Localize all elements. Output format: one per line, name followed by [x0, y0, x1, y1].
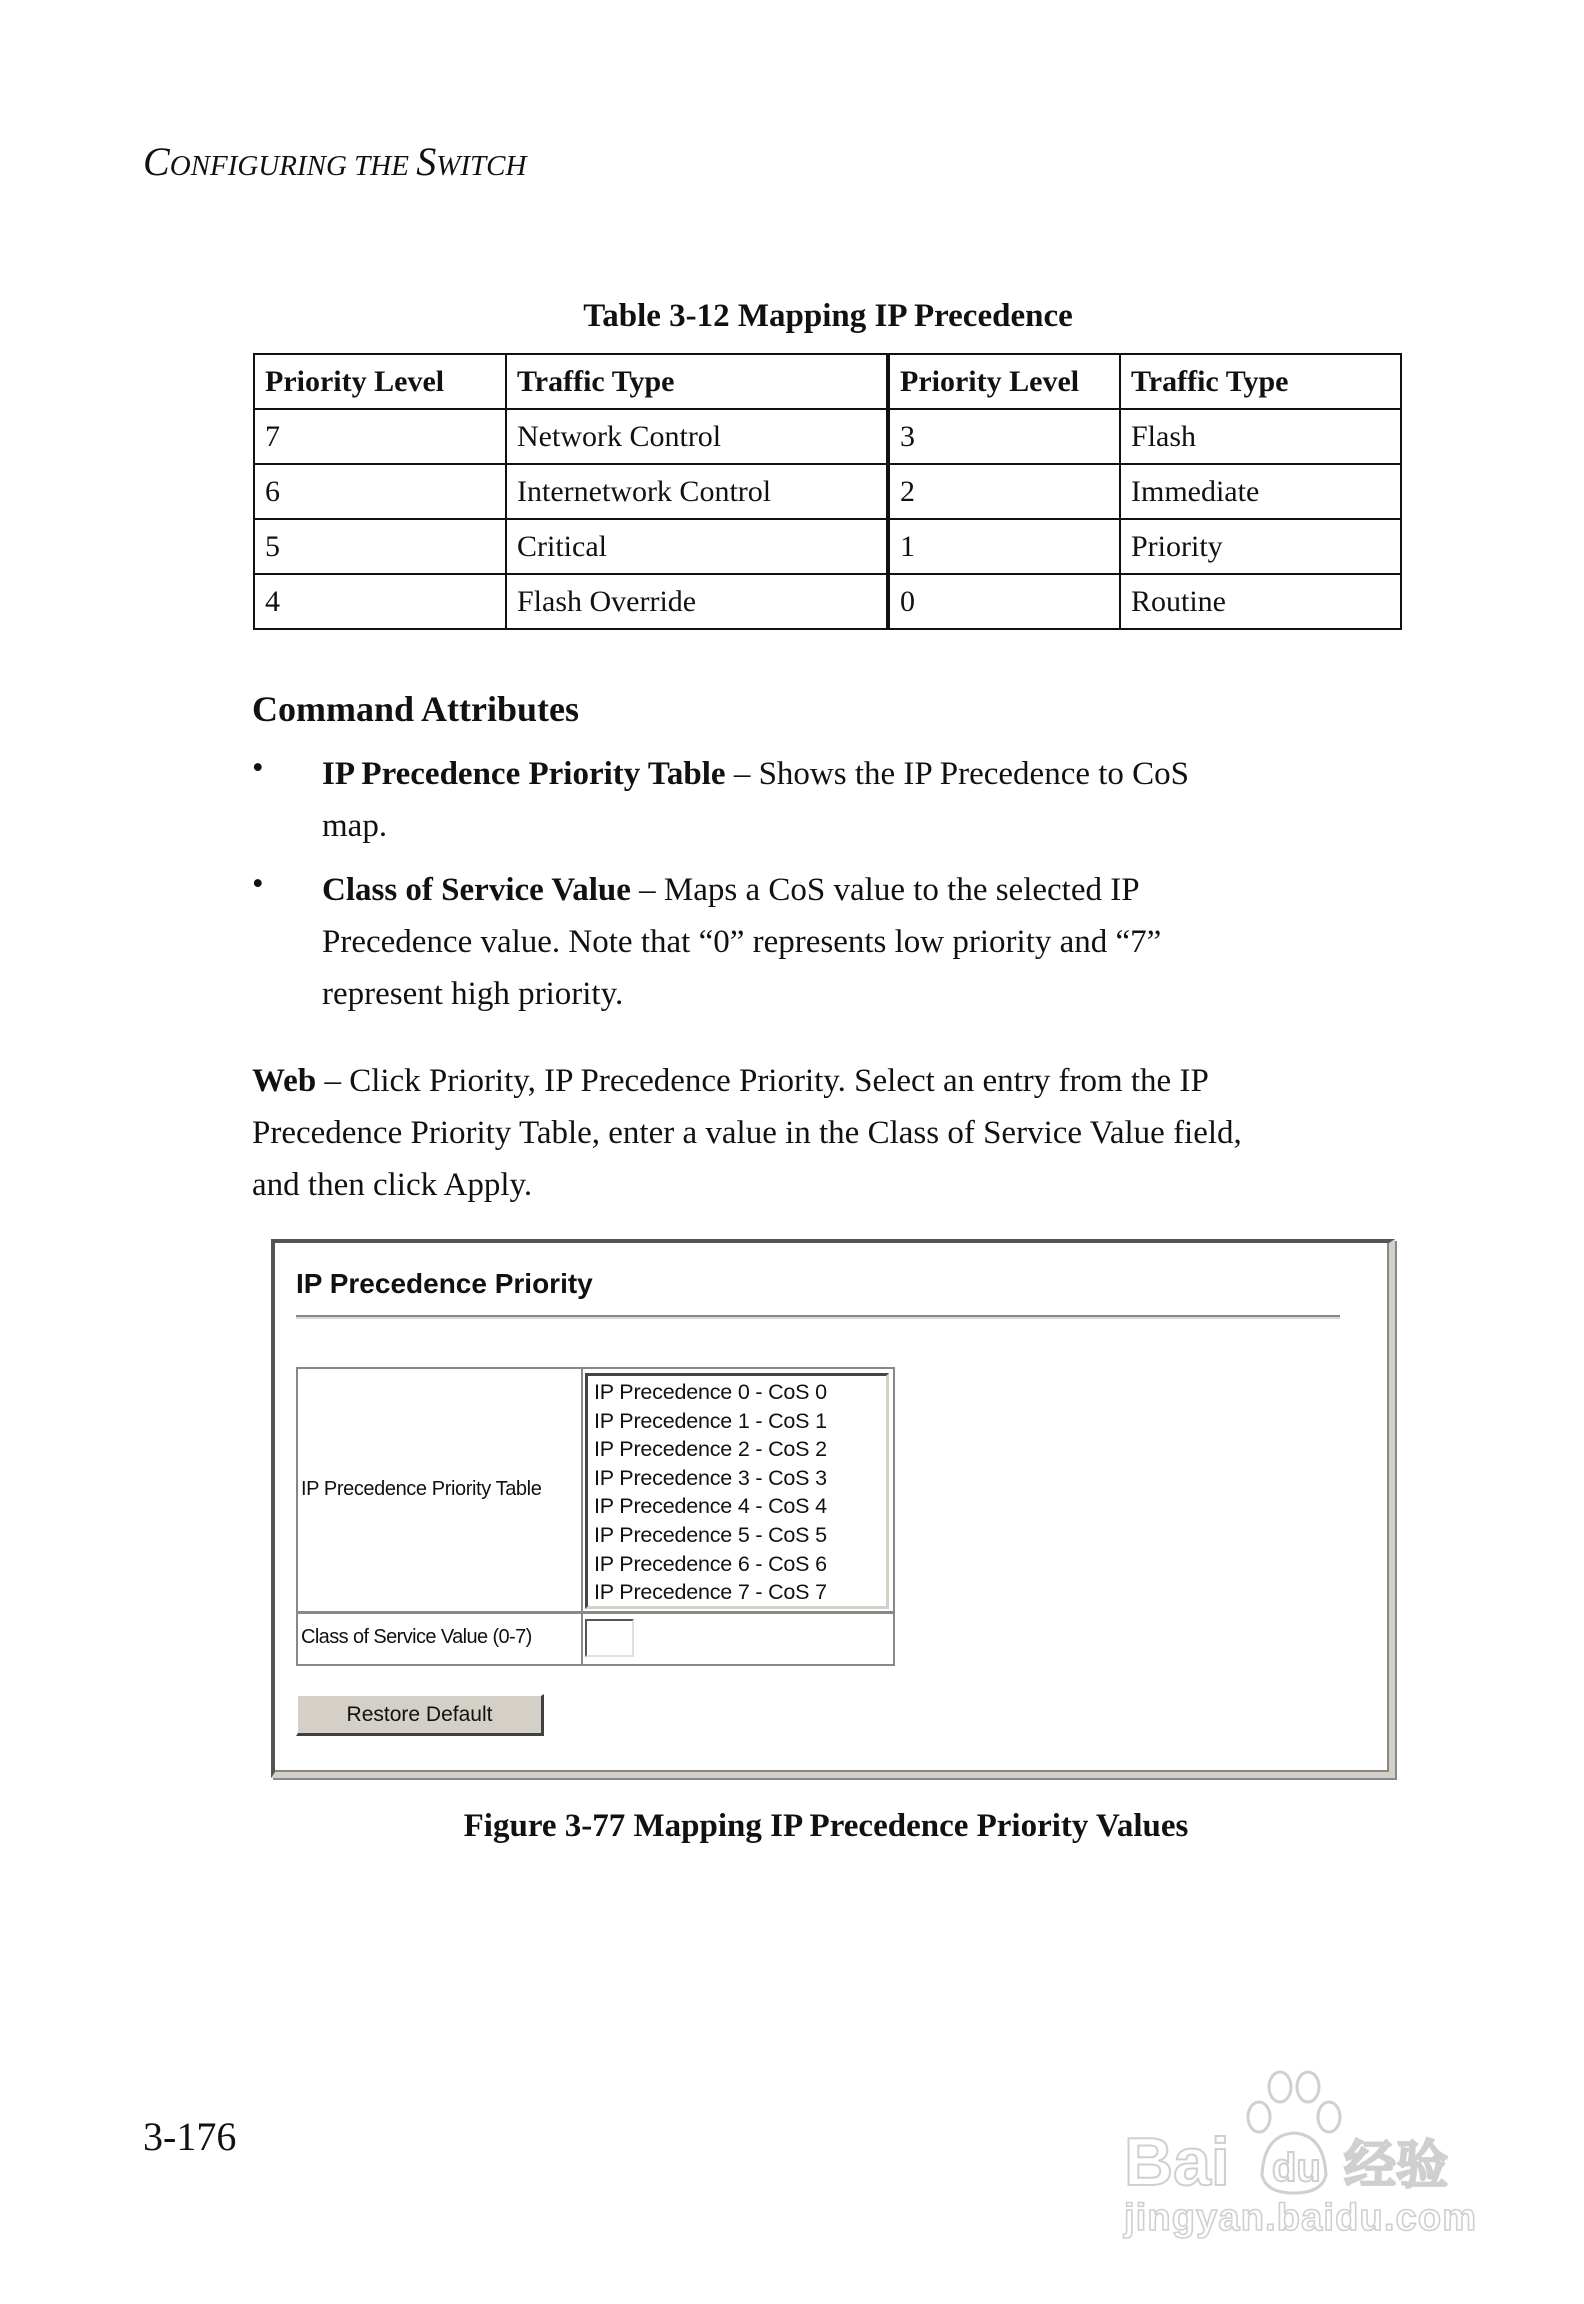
attribute-sep: – — [725, 756, 759, 792]
listbox-option[interactable]: IP Precedence 4 - CoS 4 — [594, 1494, 827, 1519]
table-row — [254, 464, 1401, 519]
table-row — [254, 574, 1401, 629]
web-text: and then click Apply. — [252, 1167, 533, 1203]
attribute-desc: represent high priority. — [322, 976, 624, 1012]
table-cell: Internetwork Control — [506, 464, 888, 519]
header-traffic-type: Traffic Type — [506, 354, 888, 409]
bullet-icon: • — [252, 866, 264, 902]
attribute-item-ip-precedence-table — [322, 748, 1402, 852]
ui-divider — [296, 1315, 1340, 1319]
attribute-sep: – — [630, 872, 664, 908]
header-priority-level-2: Priority Level — [888, 354, 1120, 409]
watermark-brand-du: du — [1272, 2146, 1321, 2190]
table-cell: Priority — [1120, 519, 1401, 574]
listbox-option[interactable]: IP Precedence 6 - CoS 6 — [594, 1551, 827, 1576]
ui-table-divider — [581, 1369, 583, 1664]
ui-page-title: IP Precedence Priority — [296, 1268, 593, 1299]
listbox-option[interactable]: IP Precedence 3 - CoS 3 — [594, 1465, 827, 1490]
listbox-option[interactable]: IP Precedence 2 - CoS 2 — [594, 1437, 827, 1462]
header-text-2: WITCH — [436, 150, 527, 182]
listbox-option[interactable]: IP Precedence 7 - CoS 7 — [594, 1580, 827, 1605]
command-attributes-heading: Command Attributes — [252, 689, 580, 729]
restore-default-button[interactable]: Restore Default — [296, 1694, 544, 1736]
header-priority-level: Priority Level — [254, 354, 506, 409]
attribute-desc: Shows the IP Precedence to CoS — [758, 756, 1190, 792]
web-label: Web — [252, 1063, 317, 1099]
running-header — [143, 138, 526, 185]
header-initial-c: C — [143, 139, 170, 184]
watermark-brand: Bai — [1124, 2124, 1230, 2200]
table-row — [254, 409, 1401, 464]
header-initial-s: S — [416, 139, 437, 184]
bullet-icon: • — [252, 750, 264, 786]
table-cell: 1 — [888, 519, 1120, 574]
listbox-option[interactable]: IP Precedence 1 - CoS 1 — [594, 1408, 827, 1433]
table-cell: 3 — [888, 409, 1120, 464]
cos-value-input[interactable] — [585, 1619, 634, 1657]
watermark-url: jingyan.baidu.com — [1124, 2197, 1476, 2239]
cos-value-label: Class of Service Value (0-7) — [301, 1626, 532, 1648]
web-instructions — [252, 1055, 1412, 1211]
listbox-option[interactable]: IP Precedence 5 - CoS 5 — [594, 1522, 827, 1547]
table-cell: Critical — [506, 519, 888, 574]
watermark-brand-cn: 经验 — [1344, 2136, 1449, 2196]
baidu-watermark — [1122, 2065, 1482, 2240]
table-cell: Flash — [1120, 409, 1401, 464]
web-sep: – — [316, 1063, 350, 1099]
table-cell: Flash Override — [506, 574, 888, 629]
attribute-desc: Maps a CoS value to the selected IP — [663, 872, 1140, 908]
table-cell: Network Control — [506, 409, 888, 464]
listbox-option[interactable]: IP Precedence 0 - CoS 0 — [594, 1380, 827, 1404]
table-row — [254, 519, 1401, 574]
table-cell: 2 — [888, 464, 1120, 519]
header-traffic-type-2: Traffic Type — [1120, 354, 1401, 409]
header-text-1: ONFIGURING THE — [169, 150, 417, 182]
table-cell: 5 — [254, 519, 506, 574]
attribute-desc: Precedence value. Note that “0” represents low priority and “7” — [322, 924, 1162, 960]
web-text: Precedence Priority Table, enter a value in the Class of Service Value field, — [252, 1115, 1242, 1151]
ui-table-divider — [298, 1611, 893, 1614]
table-cell: 6 — [254, 464, 506, 519]
table-cell: Routine — [1120, 574, 1401, 629]
table-title: Table 3-12 Mapping IP Precedence — [583, 298, 1073, 334]
table-cell: Immediate — [1120, 464, 1401, 519]
attribute-term: Class of Service Value — [322, 872, 631, 908]
page-number: 3-176 — [143, 2114, 237, 2159]
web-text: Click Priority, IP Precedence Priority. Select an entry from the IP — [349, 1063, 1209, 1099]
table-cell: 7 — [254, 409, 506, 464]
attribute-item-class-of-service — [322, 864, 1402, 1020]
figure-caption: Figure 3-77 Mapping IP Precedence Priority Values — [463, 1808, 1189, 1844]
table-header-row — [254, 354, 1401, 409]
priority-table-label: IP Precedence Priority Table — [301, 1478, 542, 1500]
ip-precedence-table — [253, 353, 1402, 630]
table-cell: 4 — [254, 574, 506, 629]
attribute-term: IP Precedence Priority Table — [322, 756, 726, 792]
ip-precedence-listbox[interactable] — [585, 1373, 889, 1609]
attribute-desc: map. — [322, 808, 388, 844]
table-cell: 0 — [888, 574, 1120, 629]
